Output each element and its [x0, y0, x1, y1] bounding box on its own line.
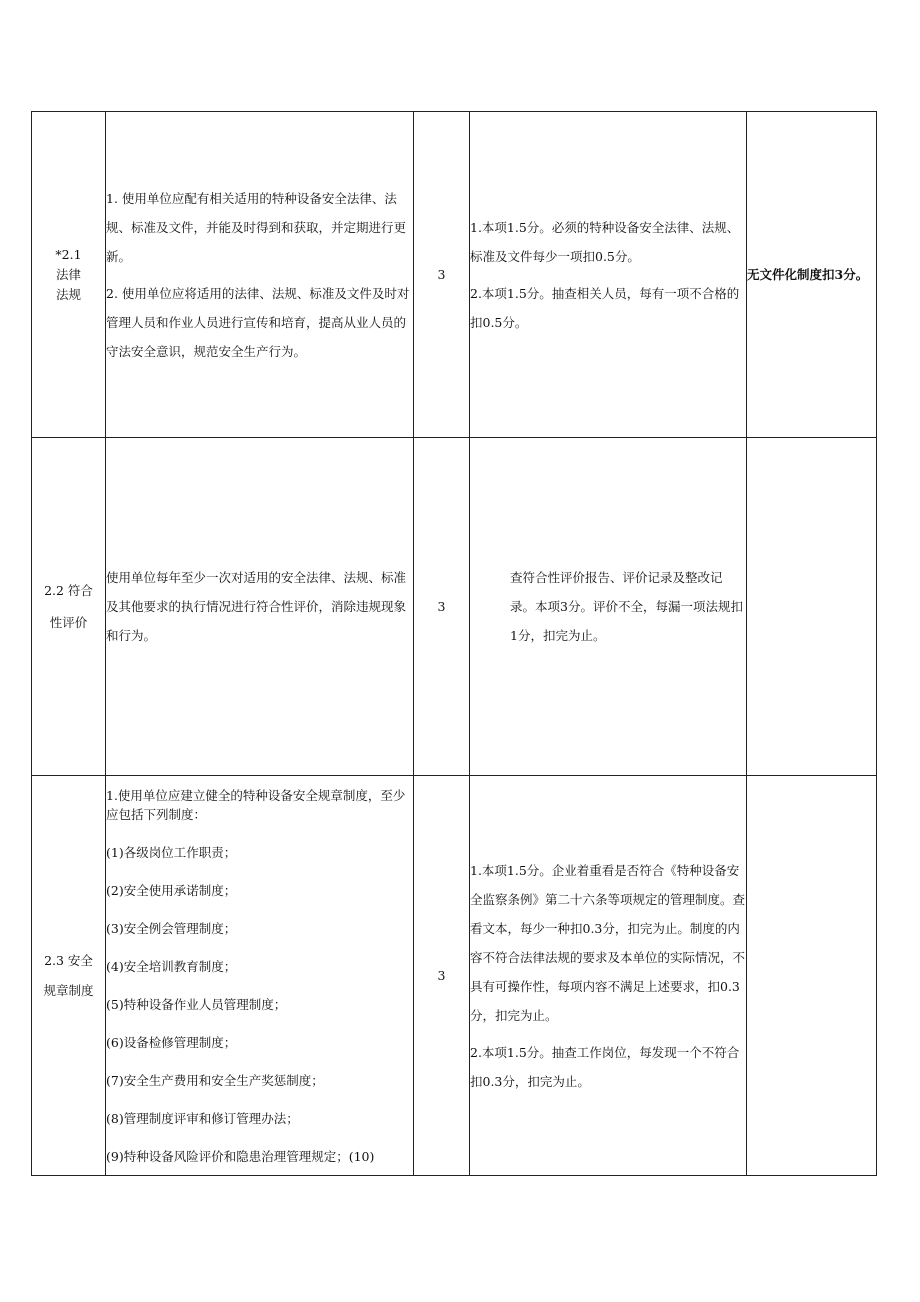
item-cell: [32, 112, 106, 438]
item-line: 法规: [55, 286, 81, 302]
criteria-text: 1.本项1.5分。必须的特种设备安全法律、法规、标准及文件每少一项扣0.5分。: [470, 219, 740, 264]
requirement-cell: [106, 776, 414, 1176]
score-cell: [414, 112, 470, 438]
requirement-text: 1.使用单位应建立健全的特种设备安全规章制度，至少应包括下列制度：: [106, 787, 406, 822]
note-text: 无文件化制度扣3分。: [747, 266, 869, 282]
requirement-cell: [106, 112, 414, 438]
note-cell: [747, 776, 877, 1176]
requirement-text: (3)安全例会管理制度；: [106, 920, 237, 936]
requirement-text: (8)管理制度评审和修订管理办法；: [106, 1110, 299, 1126]
requirement-cell: [106, 438, 414, 776]
table-row: [32, 776, 877, 1176]
note-cell: [747, 438, 877, 776]
item-line: 性评价: [49, 614, 88, 630]
requirement-text: (7)安全生产费用和安全生产奖惩制度；: [106, 1072, 324, 1088]
table-row: [32, 112, 877, 438]
requirement-text: (9)特种设备风险评价和隐患治理管理规定；(10): [106, 1148, 375, 1164]
requirement-text: (4)安全培训教育制度；: [106, 958, 237, 974]
requirement-text: (5)特种设备作业人员管理制度；: [106, 996, 287, 1012]
criteria-cell: [470, 776, 747, 1176]
score-value: 3: [437, 266, 446, 282]
note-cell: [747, 112, 877, 438]
requirement-text: 使用单位每年至少一次对适用的安全法律、法规、标准及其他要求的执行情况进行符合性评价，消除违规现象和行为。: [106, 570, 407, 643]
score-cell: [414, 438, 470, 776]
item-cell: [32, 438, 106, 776]
requirement-text: 2. 使用单位应将适用的法律、法规、标准及文件及时对管理人员和作业人员进行宣传和培育，提高从业人员的守法安全意识，规范安全生产行为。: [106, 285, 410, 359]
item-line: *2.1: [55, 246, 82, 262]
requirement-text: (1)各级岗位工作职责；: [106, 844, 237, 860]
criteria-text: 1.本项1.5分。企业着重看是否符合《特种设备安全监察条例》第二十六条等项规定的管理制度。查看文本，每少一种扣0.3分，扣完为止。制度的内容不符合法律法规的要求及本单位的实际情况，不具有可操作性，每项内容不满足上述要求，扣0.3分，扣完为止。: [470, 862, 746, 1023]
requirement-text: (6)设备检修管理制度；: [106, 1034, 237, 1050]
item-line: 规章制度: [43, 982, 94, 998]
item-line: 2.3 安全: [44, 952, 93, 968]
score-value: 3: [437, 598, 446, 614]
requirement-text: (2)安全使用承诺制度；: [106, 882, 237, 898]
criteria-text: 2.本项1.5分。抽查工作岗位，每发现一个不符合扣0.3分，扣完为止。: [470, 1044, 740, 1089]
score-value: 3: [437, 967, 446, 983]
table-row: [32, 438, 877, 776]
standards-table: [31, 111, 877, 1176]
item-line: 2.2 符合: [44, 582, 93, 598]
criteria-text: 查符合性评价报告、评价记录及整改记录。本项3分。评价不全，每漏一项法规扣1分，扣完为止。: [510, 570, 743, 643]
criteria-cell: [470, 112, 747, 438]
score-cell: [414, 776, 470, 1176]
item-line: 法律: [55, 266, 81, 282]
criteria-cell: [470, 438, 747, 776]
requirement-text: 1. 使用单位应配有相关适用的特种设备安全法律、法规、标准及文件，并能及时得到和获取，并定期进行更新。: [106, 190, 407, 264]
criteria-text: 2.本项1.5分。抽查相关人员，每有一项不合格的扣0.5分。: [470, 285, 740, 330]
item-cell: [32, 776, 106, 1176]
